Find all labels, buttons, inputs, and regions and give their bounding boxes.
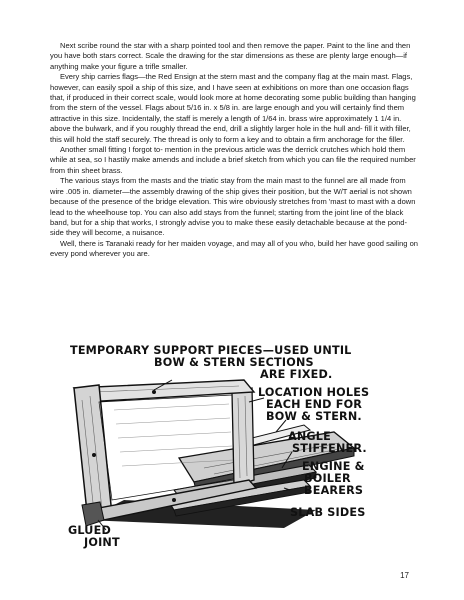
location-hole-top <box>152 390 156 394</box>
label-location-line1: LOCATION HOLES <box>258 386 370 399</box>
label-location-line3: BOW & STERN. <box>266 410 362 423</box>
label-engine-line3: BEARERS <box>304 484 364 497</box>
paragraph-stays: The various stays from the masts and the triatic stay from the main mast to the funnel are all made from wire .005 in. diameter—the assembly drawing of the ship gives their position, but the W/T aerial is not shown because of the presence of the bridge elevation. This wire obviously stretches from 'mast to mast with a down lead to the wheelhouse top. You can also add stays from the funnel; starting from the joint line of the black band, but for a ship that works, I strongly advise you to make these easily detachable because at the pond-side they will become, a nuisance. <box>50 176 416 238</box>
label-glued-line1: GLUED <box>68 524 111 537</box>
paragraph-derrick-crutches: Another small fitting I forgot to- mention in the previous article was the derrick crutches which hold them while at sea, so I hastily make amends and include a brief sketch from which you can file the required number from thin sheet brass. <box>50 145 416 175</box>
support-pieces-drawing <box>54 340 410 555</box>
location-hole-bottom <box>172 498 176 502</box>
label-location-line2: EACH END FOR <box>266 398 363 411</box>
label-title-line1: TEMPORARY SUPPORT PIECES—USED UNTIL <box>70 344 352 357</box>
label-engine-line1: ENGINE & <box>302 460 365 473</box>
page-number: 17 <box>400 571 409 580</box>
paragraph-flags: Every ship carries flags—the Red Ensign at the stern mast and the company flag at the main mast. Flags, however, can easily spoil a ship of this size, and I have seen at exhibitions on more than one occasion flags that, if produced in their correct scale, would look more at home decorating some public building than hanging from the stern of the vessel. Flags about 5/16 in. x 5/8 in. are large enough and you will certainly find them attractive in this size. Incidentally, the staff is merely a length of 1/64 in. brass wire approximately 1 1/4 in. above the bulwark, and if you roughly thread the end, drill a slightly larger hole in the hull and- fill it with filler, this will hold the staff securely. The thread is only to form a key and to obtain a firm anchorage for the filler. <box>50 72 416 144</box>
article-body <box>50 41 420 260</box>
label-angle-line2: STIFFENER. <box>292 442 367 455</box>
label-angle-line1: ANGLE <box>288 430 331 443</box>
location-hole-left <box>92 453 96 457</box>
support-pieces-figure <box>54 340 410 555</box>
label-title-line3: ARE FIXED. <box>260 368 333 381</box>
frame-right-upright <box>232 388 254 486</box>
label-title-line2: BOW & STERN SECTIONS <box>154 356 314 369</box>
glued-joint-block <box>82 502 104 526</box>
label-glued-line2: JOINT <box>84 536 120 549</box>
paragraph-farewell: Well, there is Taranaki ready for her maiden voyage, and may all of you who, build her have good sailing on every pond wherever you are. <box>50 238 418 259</box>
label-engine-line2: BOILER <box>304 472 351 485</box>
paragraph-star-painting: Next scribe round the star with a sharp pointed tool and then remove the paper. Paint to the line and then you have both stars correct. Scale the drawing for the star dimensions as these are plenty large enough—if anything make your figure a trifle smaller. <box>50 41 411 71</box>
label-slab-sides: SLAB SIDES <box>290 506 366 519</box>
